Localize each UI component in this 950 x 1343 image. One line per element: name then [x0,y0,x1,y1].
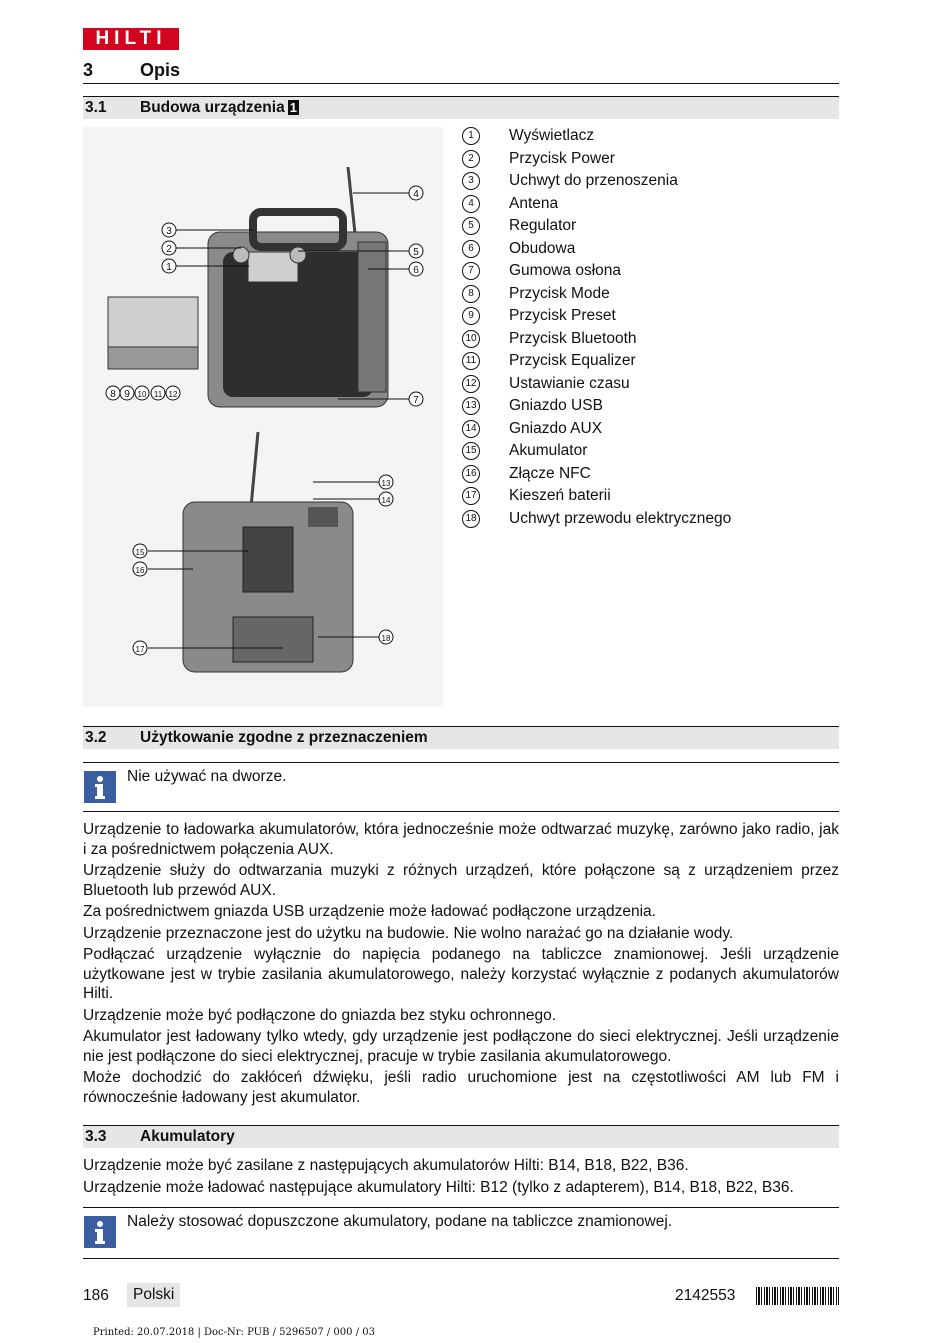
callout-12-text: 12 [168,390,178,399]
legend-label: Złącze NFC [509,464,591,482]
callout-18-text: 18 [381,634,391,643]
legend-label: Ustawianie czasu [509,374,630,392]
legend-item [462,194,842,217]
callout-2 [162,241,176,255]
callout-13 [379,475,393,489]
document-number: 2142553 [675,1287,736,1304]
callout-9-text: 9 [124,389,130,400]
legend-label: Uchwyt przewodu elektrycznego [509,509,732,527]
legend-number: 4 [462,195,480,213]
legend-item [462,261,842,284]
display-detail [108,297,198,369]
legend-label: Kieszeń baterii [509,487,611,504]
legend-item [462,396,842,419]
legend-label: Przycisk Preset [509,307,616,324]
callout-6 [409,262,423,276]
legend-number: 10 [462,330,480,348]
section-heading-3-3 [83,1125,839,1148]
legend-item [462,126,842,149]
language-label: Polski [127,1283,180,1307]
chapter-heading [83,58,839,84]
callout-4-text: 4 [413,189,419,200]
callout-9 [120,386,134,400]
legend-label: Gniazdo USB [509,397,603,414]
footer-divider [83,1258,839,1259]
note-text: Należy stosować dopuszczone akumulatory, podane na tabliczce znamionowej. [127,1213,673,1230]
legend-number: 13 [462,397,480,415]
callout-11-text: 11 [153,390,163,399]
callout-12 [166,386,180,400]
print-info: Printed: 20.07.2018 | Doc-Nr: PUB / 5296507 / 000 / 03 [93,1327,375,1338]
callout-16-text: 16 [135,566,145,575]
legend-number: 9 [462,307,480,325]
callout-8 [106,386,120,400]
paragraph: Urządzenie może być zasilane z następujących akumulatorów Hilti: B14, B18, B22, B36. [83,1157,689,1174]
chapter-number: 3 [83,60,94,80]
paragraph: Urządzenie przeznaczone jest do użytku na budowie. Nie wolno narażać go na działanie wody. [83,924,734,942]
paragraph: Urządzenie to ładowarka akumulatorów, która jednocześnie może odtwarzać muzykę, zarówno jako radio, jak i za pośrednictwem połączenia AUX. [83,821,839,858]
callout-16 [133,562,147,576]
legend-label: Przycisk Equalizer [509,352,636,369]
callout-13-text: 13 [381,479,391,488]
callout-10-text: 10 [137,390,147,399]
callout-18 [379,630,393,644]
note-text: Nie używać na dworze. [127,768,287,785]
info-note [83,1207,839,1256]
section-title: Użytkowanie zgodne z przeznaczeniem [140,729,428,746]
section-number: 3.1 [85,99,107,116]
callout-7-text: 7 [413,395,419,406]
callout-5 [409,244,423,258]
legend-item [462,239,842,262]
paragraph: Urządzenie służy do odtwarzania muzyki z różnych urządzeń, które połączone są z urządzeniem przez Bluetooth lub przewód AUX. [83,862,839,899]
callout-3 [162,223,176,237]
paragraph: Podłączać urządzenie wyłącznie do napięcia podanego na tabliczce znamionowej. Jeśli urządzenie użytkowane jest w trybie zasilania akumulatorowego, należy korzystać wyłącznie z podanych akumulatorów Hilti. [83,946,839,1002]
legend-item [462,374,842,397]
legend-label: Gumowa osłona [509,262,622,279]
legend-item [462,171,842,194]
legend-label: Przycisk Bluetooth [509,329,637,347]
section-number: 3.3 [85,1128,107,1145]
legend-number: 7 [462,262,480,280]
legend-number: 14 [462,420,480,438]
legend-label: Obudowa [509,239,576,257]
legend-item [462,284,842,307]
callout-3-text: 3 [166,226,172,237]
paragraph: Za pośrednictwem gniazda USB urządzenie może ładować podłączone urządzenia. [83,903,656,920]
legend-number: 17 [462,487,480,505]
callout-17-text: 17 [135,645,145,654]
callout-5-text: 5 [413,247,419,258]
legend-label: Antena [509,194,559,212]
legend-number: 8 [462,285,480,303]
callout-15-text: 15 [135,548,145,557]
callout-6-text: 6 [413,265,419,276]
legend-number: 6 [462,240,480,258]
section-heading-3-1 [83,96,839,119]
callout-14 [379,492,393,506]
hilti-logo: HILTI [83,28,179,50]
callout-2-text: 2 [166,244,172,255]
legend-item [462,509,842,532]
info-note [83,762,839,812]
legend-number: 5 [462,217,480,235]
legend-item [462,351,842,374]
legend-number: 16 [462,465,480,483]
section-number: 3.2 [85,729,107,746]
legend-number: 18 [462,510,480,528]
section-heading-3-2 [83,726,839,749]
legend-label: Wyświetlacz [509,127,595,144]
callout-8-text: 8 [110,389,116,400]
legend-number: 2 [462,150,480,168]
legend-label: Przycisk Power [509,149,615,167]
legend-item [462,486,842,509]
callout-14-text: 14 [381,496,391,505]
callout-15 [133,544,147,558]
callout-10 [135,386,149,400]
legend-label: Przycisk Mode [509,284,610,302]
legend-item [462,149,842,172]
legend-label: Gniazdo AUX [509,419,603,437]
battery-text [83,1156,839,1199]
legend-item [462,441,842,464]
legend-number: 15 [462,442,480,460]
legend-item [462,329,842,352]
legend-label: Akumulator [509,442,588,459]
legend-number: 12 [462,375,480,393]
paragraph: Może dochodzić do zakłóceń dźwięku, jeśli radio uruchomione jest na częstotliwości AM lub FM i równocześnie ładowany jest akumulator. [83,1069,839,1106]
legend-number: 1 [462,127,480,145]
callout-4 [409,186,423,200]
callout-11 [151,386,165,400]
callout-17 [133,641,147,655]
chapter-title: Opis [140,60,181,80]
legend-item [462,216,842,239]
paragraph: Akumulator jest ładowany tylko wtedy, gdy urządzenie jest podłączone do sieci elektrycznej. Jeśli urządzenie nie jest podłączone do sieci elektrycznej, pracuje w trybie zasilania akumulatorowego. [83,1028,839,1065]
paragraph: Urządzenie może ładować następujące akumulatory Hilti: B12 (tylko z adapterem), B14, B18, B22, B36. [83,1178,794,1196]
callout-1-text: 1 [166,262,172,273]
info-icon [84,1216,116,1248]
legend-item [462,464,842,487]
legend-number: 3 [462,172,480,190]
info-icon [84,771,116,803]
radio-illustration [83,127,443,707]
legend-item [462,419,842,442]
usage-text [83,820,839,1109]
page-number: 186 [83,1287,109,1304]
parts-legend [462,126,842,531]
legend-item [462,306,842,329]
section-title: Akumulatory [140,1128,235,1145]
callout-1 [162,259,176,273]
barcode [756,1287,839,1305]
legend-label: Regulator [509,217,577,234]
section-title: Budowa urządzenia 1 [140,99,297,116]
paragraph: Urządzenie może być podłączone do gniazda bez styku ochronnego. [83,1006,557,1024]
figure-ref-badge: 1 [289,100,297,115]
callout-7 [409,392,423,406]
legend-number: 11 [462,352,480,370]
legend-label: Uchwyt do przenoszenia [509,172,678,189]
